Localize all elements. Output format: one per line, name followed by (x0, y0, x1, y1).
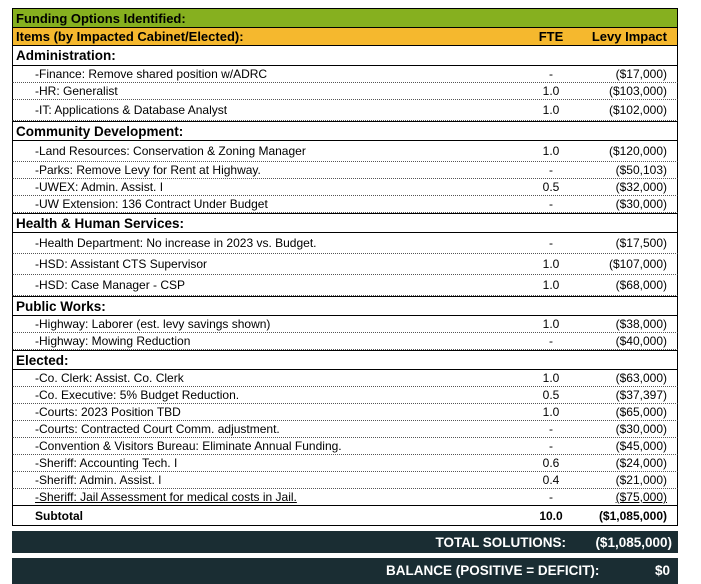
subtotal-row (12, 506, 678, 526)
row-label: -Convention & Visitors Bureau: Eliminate Annual Funding. (35, 439, 342, 453)
header-items: Items (by Impacted Cabinet/Elected): (16, 29, 244, 44)
subtotal-fte: 10.0 (539, 508, 563, 523)
table-row (12, 370, 678, 387)
row-levy: ($37,397) (615, 388, 667, 402)
row-fte: - (549, 236, 553, 250)
table-row (12, 83, 678, 100)
row-levy: ($102,000) (608, 103, 667, 117)
row-levy: ($30,000) (615, 422, 667, 436)
row-fte: 1.0 (542, 371, 560, 385)
row-levy: ($17,000) (615, 67, 667, 81)
subtotal-label: Subtotal (35, 508, 83, 523)
row-fte: 1.0 (542, 317, 560, 331)
table-row (12, 438, 678, 455)
row-fte: 1.0 (542, 278, 560, 292)
row-fte: - (549, 197, 553, 211)
table-row (12, 489, 678, 506)
table-row (12, 100, 678, 121)
section-health-human-services: Health & Human Services: (12, 213, 678, 233)
row-label: -Sheriff: Jail Assessment for medical costs in Jail. (35, 490, 297, 504)
row-levy: ($45,000) (615, 439, 667, 453)
row-levy: ($32,000) (615, 180, 667, 194)
table-row (12, 472, 678, 489)
row-levy: ($30,000) (615, 197, 667, 211)
row-label: -UW Extension: 136 Contract Under Budget (35, 197, 268, 211)
subtotal-levy: ($1,085,000) (598, 508, 667, 523)
header-fte: FTE (538, 29, 564, 44)
total-solutions-label: TOTAL SOLUTIONS: (435, 534, 566, 550)
table-row (12, 333, 678, 350)
row-fte: - (549, 163, 553, 177)
row-label: -Courts: 2023 Position TBD (35, 405, 181, 419)
section-elected: Elected: (12, 350, 678, 370)
table-row (12, 179, 678, 196)
row-label: -Health Department: No increase in 2023 vs. Budget. (35, 236, 317, 250)
row-label: -HR: Generalist (35, 84, 118, 98)
row-levy: ($50,103) (615, 163, 667, 177)
row-label: -Co. Clerk: Assist. Co. Clerk (35, 371, 184, 385)
row-fte: 1.0 (542, 84, 560, 98)
row-label: -Land Resources: Conservation & Zoning Manager (35, 144, 306, 158)
table-row (12, 233, 678, 254)
table-row (12, 387, 678, 404)
row-fte: 1.0 (542, 405, 560, 419)
row-fte: - (549, 490, 553, 504)
funding-table (12, 8, 678, 526)
table-row (12, 66, 678, 83)
table-row (12, 162, 678, 179)
row-label: -Parks: Remove Levy for Rent at Highway. (35, 163, 261, 177)
section-administration: Administration: (12, 46, 678, 66)
row-fte: - (549, 67, 553, 81)
row-label: -Courts: Contracted Court Comm. adjustment. (35, 422, 280, 436)
row-levy: ($40,000) (615, 334, 667, 348)
row-label: -Sheriff: Accounting Tech. I (35, 456, 178, 470)
row-fte: - (549, 439, 553, 453)
row-levy: ($65,000) (615, 405, 667, 419)
table-row (12, 421, 678, 438)
row-fte: - (549, 422, 553, 436)
row-levy: ($17,500) (615, 236, 667, 250)
row-label: -Highway: Mowing Reduction (35, 334, 191, 348)
balance-label: BALANCE (POSITIVE = DEFICIT): (386, 563, 600, 578)
row-fte: 0.4 (542, 473, 560, 487)
table-row (12, 196, 678, 213)
row-fte: 1.0 (542, 144, 560, 158)
row-label: -IT: Applications & Database Analyst (35, 103, 228, 117)
row-label: -Highway: Laborer (est. levy savings shown) (35, 317, 271, 331)
table-row (12, 455, 678, 472)
row-levy: ($21,000) (615, 473, 667, 487)
row-levy: ($63,000) (615, 371, 667, 385)
table-row (12, 254, 678, 275)
balance-value: $0 (654, 563, 670, 578)
row-label: -HSD: Case Manager - CSP (35, 278, 186, 292)
table-row (12, 275, 678, 296)
row-levy: ($107,000) (608, 257, 667, 271)
row-levy: ($103,000) (608, 84, 667, 98)
section-public-works: Public Works: (12, 296, 678, 316)
row-label: -Co. Executive: 5% Budget Reduction. (35, 388, 240, 402)
table-header (12, 27, 678, 46)
row-levy: ($24,000) (615, 456, 667, 470)
row-label: -Finance: Remove shared position w/ADRC (35, 67, 268, 81)
row-fte: 1.0 (542, 103, 560, 117)
header-levy: Levy Impact (591, 29, 667, 44)
row-label: -Sheriff: Admin. Assist. I (35, 473, 162, 487)
table-row (12, 404, 678, 421)
table-title: Funding Options Identified: (12, 8, 678, 27)
row-levy: ($120,000) (608, 144, 667, 158)
row-fte: 0.5 (542, 180, 560, 194)
section-community-development: Community Development: (12, 121, 678, 141)
row-label: -HSD: Assistant CTS Supervisor (35, 257, 208, 271)
row-levy: ($68,000) (615, 278, 667, 292)
total-solutions-bar (12, 531, 678, 553)
table-row (12, 316, 678, 333)
table-row (12, 141, 678, 162)
row-label: -UWEX: Admin. Assist. I (35, 180, 164, 194)
total-solutions-value: ($1,085,000) (595, 534, 672, 550)
row-fte: 0.6 (542, 456, 560, 470)
row-levy: ($38,000) (615, 317, 667, 331)
row-levy: ($75,000) (615, 490, 667, 504)
row-fte: 0.5 (542, 388, 560, 402)
row-fte: - (549, 334, 553, 348)
balance-bar (12, 558, 678, 584)
row-fte: 1.0 (542, 257, 560, 271)
